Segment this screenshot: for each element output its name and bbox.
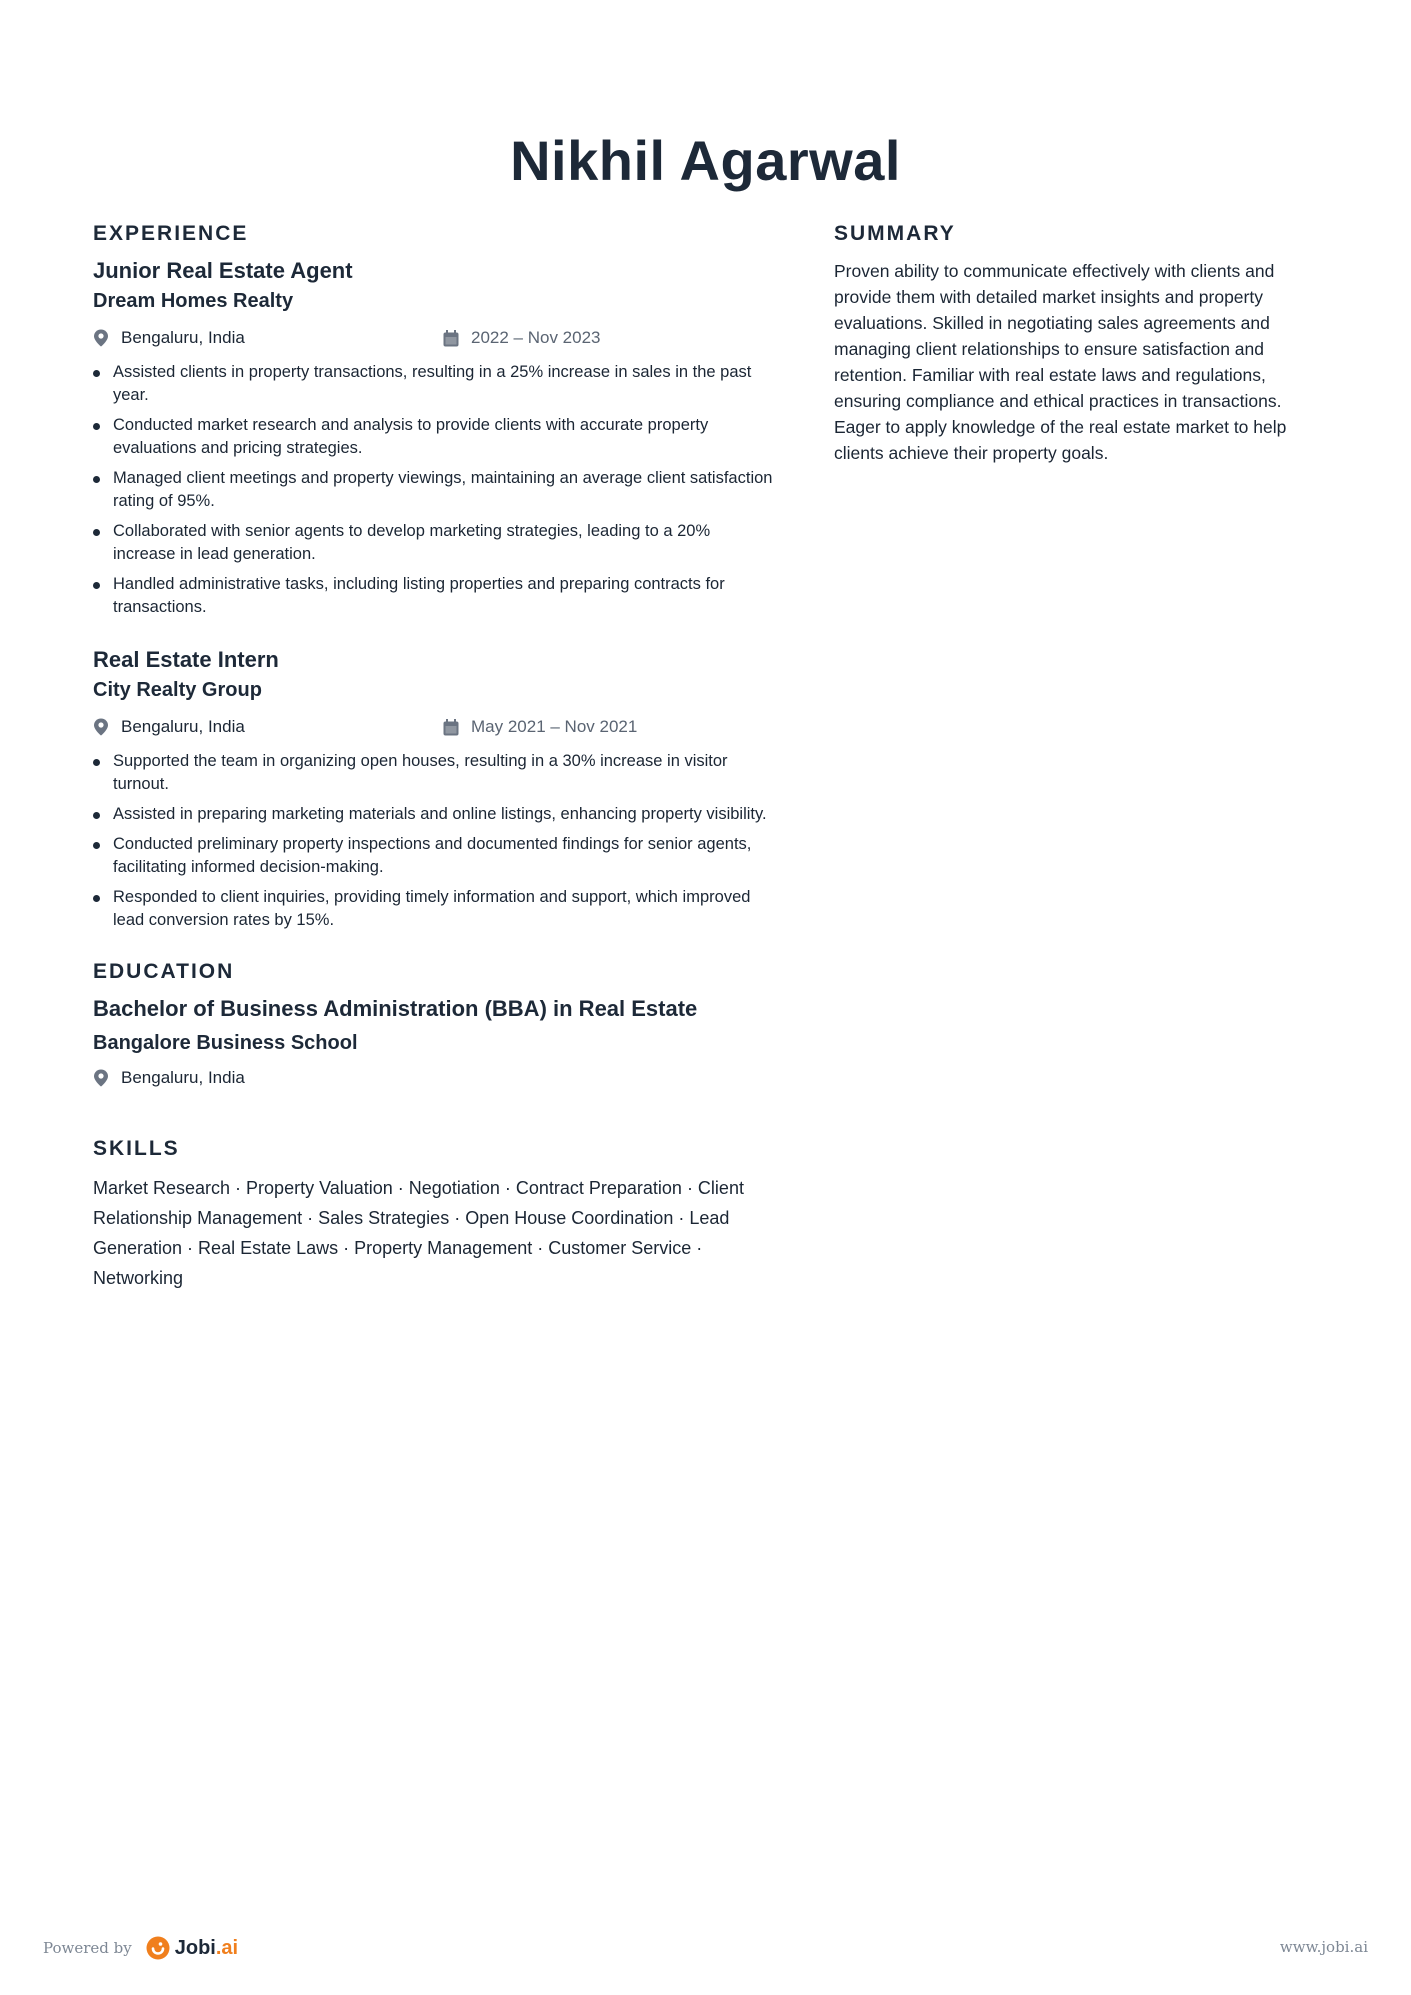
list-item: Handled administrative tasks, including listing properties and preparing contracts for transactions. bbox=[93, 573, 773, 619]
job-location-text: Bengaluru, India bbox=[121, 717, 245, 736]
list-item: Responded to client inquiries, providing timely information and support, which improved lead conversion rates by 15%. bbox=[93, 886, 773, 932]
job-dates-text: May 2021 – Nov 2021 bbox=[471, 717, 638, 736]
job-title: Real Estate Intern bbox=[93, 647, 279, 672]
footer-powered-by bbox=[43, 1936, 238, 1960]
left-column bbox=[93, 222, 773, 1293]
job-dates bbox=[443, 328, 601, 348]
calendar-icon bbox=[443, 330, 459, 347]
job-meta bbox=[93, 327, 773, 349]
job-location-text: Bengaluru, India bbox=[121, 328, 245, 347]
candidate-name: Nikhil Agarwal bbox=[510, 129, 901, 192]
location-pin-icon bbox=[93, 718, 109, 736]
calendar-icon bbox=[443, 719, 459, 736]
job-title: Junior Real Estate Agent bbox=[93, 258, 353, 283]
list-item: Assisted clients in property transactions, resulting in a 25% increase in sales in the past year. bbox=[93, 361, 773, 407]
job-bullets bbox=[93, 750, 773, 932]
skills-section bbox=[93, 1137, 773, 1293]
location-pin-icon bbox=[93, 329, 109, 347]
summary-heading: SUMMARY bbox=[834, 222, 956, 245]
job-entry bbox=[93, 258, 773, 619]
education-heading: EDUCATION bbox=[93, 960, 235, 983]
skills-list: Market Research · Property Valuation · Negotiation · Contract Preparation · Client Relationship Management · Sales Strategies · Open House Coordination · Lead Generation · Real Estate Laws · Property Management · Customer Service · Networking bbox=[93, 1178, 744, 1288]
education-location bbox=[93, 1068, 443, 1088]
education-section bbox=[93, 960, 773, 1089]
job-bullets bbox=[93, 361, 773, 619]
education-degree: Bachelor of Business Administration (BBA) in Real Estate bbox=[93, 996, 698, 1021]
footer-website-link[interactable]: www.jobi.ai bbox=[1279, 1938, 1368, 1956]
powered-by-label: Powered by bbox=[43, 1939, 132, 1957]
list-item: Assisted in preparing marketing materials and online listings, enhancing property visibility. bbox=[93, 803, 773, 826]
job-dates-text: 2022 – Nov 2023 bbox=[471, 328, 601, 347]
list-item: Conducted preliminary property inspections and documented findings for senior agents, facilitating informed decision-making. bbox=[93, 833, 773, 879]
right-column bbox=[834, 222, 1328, 466]
summary-text: Proven ability to communicate effectively with clients and provide them with detailed market insights and property evaluations. Skilled in negotiating sales agreements and managing client relationships to ensure satisfaction and retention. Familiar with real estate laws and regulations, ensuring compliance and ethical practices in transactions. Eager to apply knowledge of the real estate market to help clients achieve their property goals. bbox=[834, 261, 1287, 463]
experience-heading: EXPERIENCE bbox=[93, 222, 249, 245]
education-location-text: Bengaluru, India bbox=[121, 1068, 245, 1087]
jobi-logo-text: Jobi.ai bbox=[174, 1936, 239, 1959]
summary-section bbox=[834, 222, 1328, 466]
skills-heading: SKILLS bbox=[93, 1137, 180, 1160]
list-item: Conducted market research and analysis to provide clients with accurate property evaluations and pricing strategies. bbox=[93, 414, 773, 460]
job-location bbox=[93, 717, 443, 737]
location-pin-icon bbox=[93, 1069, 109, 1087]
job-location bbox=[93, 328, 443, 348]
job-entry bbox=[93, 647, 773, 932]
job-meta bbox=[93, 716, 773, 738]
list-item: Managed client meetings and property viewings, maintaining an average client satisfaction rating of 95%. bbox=[93, 467, 773, 513]
education-entry bbox=[93, 996, 773, 1089]
experience-section bbox=[93, 222, 773, 932]
education-meta bbox=[93, 1067, 773, 1089]
job-dates bbox=[443, 717, 637, 737]
jobi-logo-icon bbox=[146, 1936, 170, 1960]
list-item: Supported the team in organizing open houses, resulting in a 30% increase in visitor turnout. bbox=[93, 750, 773, 796]
list-item: Collaborated with senior agents to develop marketing strategies, leading to a 20% increase in lead generation. bbox=[93, 520, 773, 566]
jobi-logo[interactable] bbox=[146, 1936, 238, 1960]
education-school: Bangalore Business School bbox=[93, 1032, 358, 1054]
job-company: Dream Homes Realty bbox=[93, 290, 294, 312]
job-company: City Realty Group bbox=[93, 679, 262, 701]
